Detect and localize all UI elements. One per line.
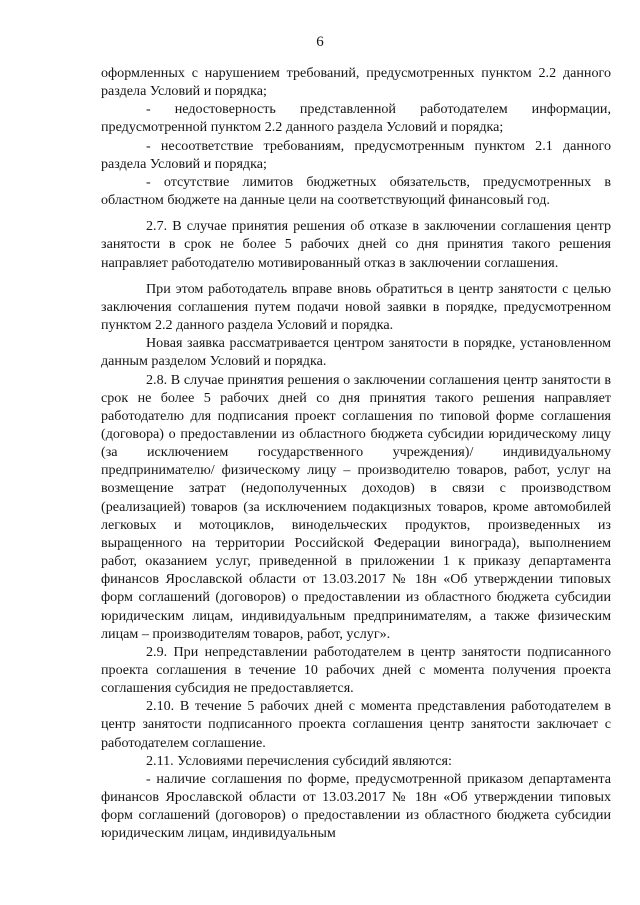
paragraph-2-10: 2.10. В течение 5 рабочих дней с момента представления работодателем в центр занятости подписанного проекта соглашения центр занятости заключает с работодателем соглашение. <box>101 698 611 751</box>
paragraph-2-11: 2.11. Условиями перечисления субсидий являются: <box>146 752 452 769</box>
paragraph-no-limits: - отсутствие лимитов бюджетных обязательств, предусмотренных в областном бюджете на данные цели на соответствующий финансовый год. <box>101 173 611 209</box>
paragraph-agreement-condition: - наличие соглашения по форме, предусмотренной приказом департамента финансов Ярославской области от 13.03.2017 № 18н «Об утверждении типовых форм соглашений (договоров) о предоставлении из областного бюджета субсидии юридическим лицам, индивидуальным <box>101 770 611 842</box>
paragraph-new-application: Новая заявка рассматривается центром занятости в порядке, установленном данным разделом Условий и порядка. <box>101 335 611 370</box>
paragraph-unreliable-info: - недостоверность представленной работодателем информации, предусмотренной пунктом 2.2 данного раздела Условий и порядка; <box>101 101 611 136</box>
paragraph-continuation: оформленных с нарушением требований, предусмотренных пунктом 2.2 данного раздела Условий и порядка; <box>101 65 611 100</box>
document-body <box>101 64 611 843</box>
paragraph-noncompliance: - несоответствие требованиям, предусмотренным пунктом 2.1 данного раздела Условий и порядка; <box>101 137 611 172</box>
paragraph-reapply: При этом работодатель вправе вновь обратиться в центр занятости с целью заключения соглашения путем подачи новой заявки в порядке, предусмотренном пунктом 2.2 данного раздела Условий и порядка. <box>101 280 611 334</box>
paragraph-2-8: 2.8. В случае принятия решения о заключении соглашения центр занятости в срок не более 5 рабочих дней со дня принятия такого решения направляет работодателю для подписания проект соглашения по типовой форме соглашения (договора) о предоставлении из областного бюджета субсидии юридическому лицу (за исключением государственного учреждения)/ индивидуальному предпринимателю/ физическому лицу – производителю товаров, работ, услуг на возмещение затрат (недополученных доходов) в связи с производством (реализацией) товаров (за исключением подакцизных товаров, кроме автомобилей легковых и мотоциклов, винодельческих продуктов, произведенных из выращенного на территории Российской Федерации винограда), выполнением работ, оказанием услуг, приведенной в приложении 1 к приказу департамента финансов Ярославской области от 13.03.2017 № 18н «Об утверждении типовых форм соглашений (договоров) о предоставлении из областного бюджета субсидии юридическим лицам, индивидуальным предпринимателям, а также физическим лицам – производителям товаров, работ, услуг». <box>101 371 611 642</box>
paragraph-2-9: 2.9. При непредставлении работодателем в центр занятости подписанного проекта соглашения в течение 10 рабочих дней с момента получения проекта соглашения субсидия не предоставляется. <box>101 643 611 697</box>
page-number: 6 <box>316 34 324 50</box>
paragraph-2-7: 2.7. В случае принятия решения об отказе в заключении соглашения центр занятости в срок не более 5 рабочих дней со дня принятия такого решения направляет работодателю мотивированный отказ в заключении соглашения. <box>101 218 611 271</box>
